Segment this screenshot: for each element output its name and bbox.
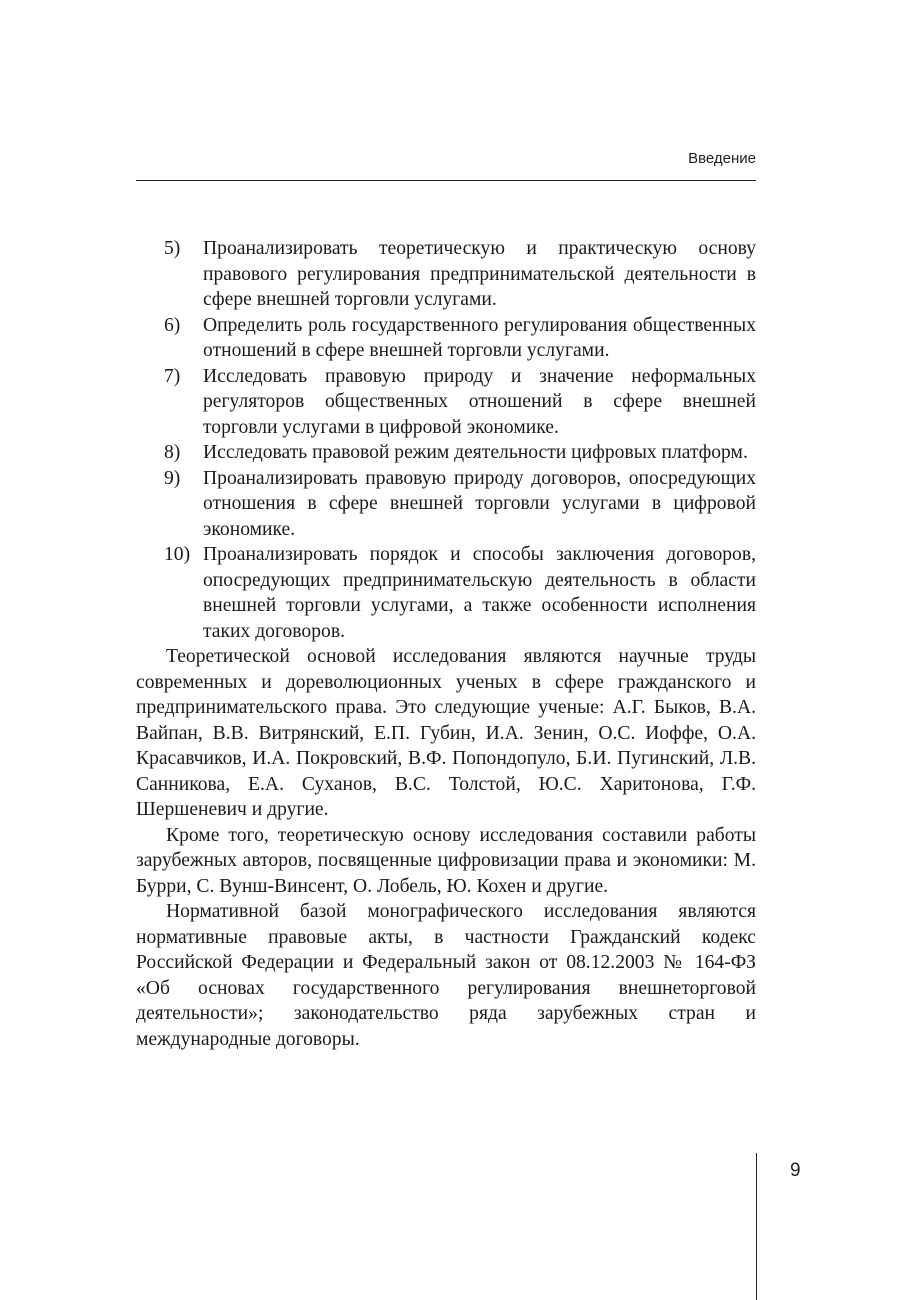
list-item-number: 5) [164, 238, 181, 259]
list-item-text: Исследовать правовую природу и значение неформальных регуляторов общественных отношений в сфере внешней торговли услугами в цифровой экономике. [203, 365, 756, 438]
page-body [136, 236, 756, 1052]
page-number: 9 [790, 1160, 801, 1181]
list-item [136, 542, 756, 644]
list-item-text: Определить роль государственного регулирования общественных отношений в сфере внешней торговли услугами. [203, 314, 756, 361]
list-item-text: Исследовать правовой режим деятельности цифровых платформ. [203, 442, 748, 463]
list-item [136, 440, 756, 466]
list-item-text: Проанализировать порядок и способы заключения договоров, опосредующих предпринимательскую деятельность в области внешней торговли услугами, а также особенности исполнения таких договоров. [203, 544, 756, 642]
list-item-number: 10) [164, 544, 191, 565]
paragraph-foreign-authors: Кроме того, теоретическую основу исследования составили работы зарубежных авторов, посвященные цифровизации права и экономики: М. Бурри, С. Вунш-Винсент, О. Лобель, Ю. Кохен и другие. [136, 824, 756, 897]
list-item [136, 236, 756, 313]
running-title: Введение [688, 150, 756, 167]
list-item [136, 313, 756, 364]
list-item-number: 9) [164, 467, 181, 489]
objectives-list [136, 236, 756, 644]
paragraph-theoretical-basis: Теоретической основой исследования являются научные труды современных и дореволюционных ученых в сфере гражданского и предпринимательского права. Это следующие ученые: А.Г. Быков, В.А. Вайпан, В.В. Витрянский, Е.П. Губин, И.А. Зенин, О.С. Иоффе, О.А. Красавчиков, И.А. Покровский, В.Ф. Попондопуло, Б.И. Пугинский, Л.В. Санникова, Е.А. Суханов, В.С. Толстой, Ю.С. Харитонова, Г.Ф. Шершеневич и другие. [136, 646, 756, 820]
list-item [136, 466, 756, 543]
list-item-text: Проанализировать правовую природу договоров, опосредующих отношения в сфере внешней торговли услугами в цифровой экономике. [203, 467, 756, 540]
page-number-divider [756, 1153, 757, 1300]
list-item [136, 364, 756, 441]
list-item-number: 6) [164, 314, 181, 336]
paragraph-normative-basis: Нормативной базой монографического исследования являются нормативные правовые акты, в частности Гражданский кодекс Российской Федерации и Федеральный закон от 08.12.2003 № 164-ФЗ «Об основах государственного регулирования внешнеторговой деятельности»; законодательство ряда зарубежных стран и международные договоры. [136, 901, 756, 1050]
list-item-text: Проанализировать теоретическую и практическую основу правового регулирования предпринимательской деятельности в сфере внешней торговли услугами. [203, 238, 756, 310]
list-item-number: 8) [164, 442, 181, 463]
list-item-number: 7) [164, 365, 181, 387]
header-divider [136, 180, 756, 181]
